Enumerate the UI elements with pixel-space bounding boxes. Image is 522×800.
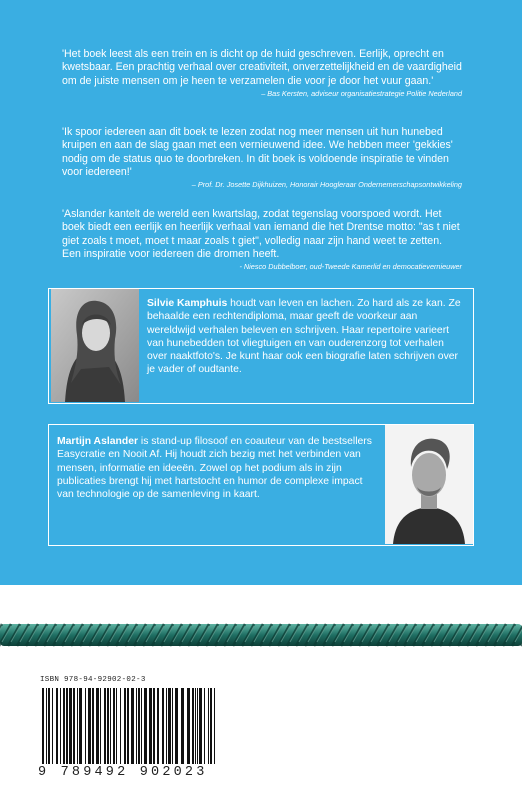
bio-martijn <box>48 424 474 546</box>
isbn-label: ISBN 978-94-92902-02-3 <box>40 676 146 684</box>
quote-2 <box>62 126 462 190</box>
bio-silvie <box>48 288 474 404</box>
bio-martijn-body: is stand-up filosoof en coauteur van de bestsellers Easycratie en Nooit Af. Hij houdt zich bezig met het verbinden van mensen, informatie en ideeën. Zowel op het podium als in zijn publicaties brengt hij met hartstocht en humor de complexe impact van technologie op de samenleving in kaart. <box>57 436 372 501</box>
quote-1-text: 'Het boek leest als een trein en is dicht op de huid geschreven. Eerlijk, oprecht en kwetsbaar. Een prachtig verhaal over creativiteit, onverzettelijkheid en de vaardigheid om de juiste mensen om je heen te verzamelen die voor je door het vuur gaan.' <box>62 48 462 87</box>
quote-2-attribution: – Prof. Dr. Josette Dijkhuizen, Honorair Hoogleraar Ondernemerschapsontwikkeling <box>191 180 462 190</box>
quote-3-text: 'Aslander kantelt de wereld een kwartslag, zodat tegenslag voorspoed wordt. Het boek biedt een eerlijk en heerlijk verhaal van iemand die het Drentse motto: "as t niet giet zoals t moet, moet t maar zoals t giet", volledig naar zijn hand weet te zetten. Een inspiratie voor iedereen die dromen heeft. <box>62 208 460 260</box>
quote-3 <box>62 208 462 272</box>
bio-silvie-body: houdt van leven en lachen. Zo hard als ze kan. Ze behaalde een rechtendiploma, maar geeft de voorkeur aan wereldwijd verhalen beleven en schrijven. Haar repertoire varieert van hunebedden tot vliegtuigen en van ouderenzorg tot verhalen over naaktfoto's. Je kunt haar ook een biografie laten schrijven over je vader of oudtante. <box>147 298 461 376</box>
rope-illustration <box>0 612 522 658</box>
quote-1-attribution: – Bas Kersten, adviseur organisatiestrategie Politie Nederland <box>261 88 462 98</box>
quote-2-text: 'Ik spoor iedereen aan dit boek te lezen zodat nog meer mensen uit hun hunebed kruipen en aan de slag gaan met een vernieuwend idee. We hebben meer 'gekkies' nodig om de status quo te doorbreken. In dit boek is voldoende inspiratie te vinden voor iedereen!' <box>62 126 453 178</box>
bio-silvie-name: Silvie Kamphuis <box>147 298 228 309</box>
bio-silvie-text <box>147 297 465 377</box>
bio-martijn-name: Martijn Aslander <box>57 436 139 447</box>
author-photo-martijn <box>385 425 473 544</box>
quote-1 <box>62 48 462 99</box>
bio-martijn-text <box>57 435 379 501</box>
isbn-digits: 9 789492 902023 <box>38 765 208 780</box>
author-photo-silvie <box>51 289 139 402</box>
quote-3-attribution: - Niesco Dubbelboer, oud-Tweede Kamerlid en democatievernieuwer <box>239 262 462 272</box>
